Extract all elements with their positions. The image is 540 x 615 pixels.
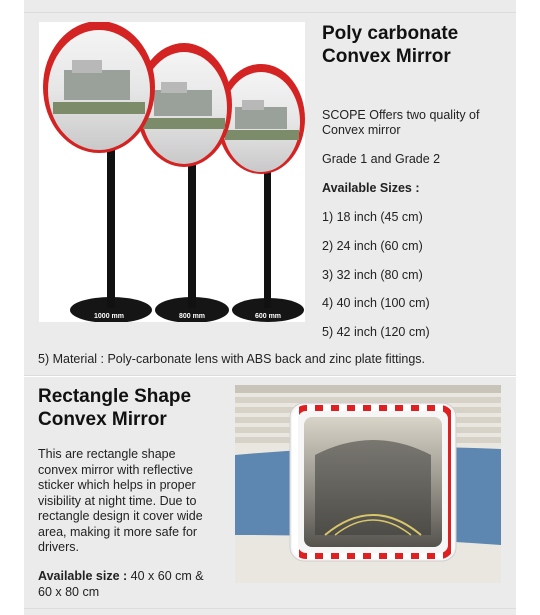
size-item: 2) 24 inch (60 cm) <box>322 239 423 253</box>
previous-section-strip <box>24 0 516 13</box>
size-item: 1) 18 inch (45 cm) <box>322 210 423 224</box>
available-size-label: Available size : <box>38 569 128 583</box>
product-title: Rectangle Shape Convex Mirror <box>38 386 192 430</box>
product-card-rectangle-mirror <box>24 377 516 609</box>
material-text: 5) Material : Poly-carbonate lens with ABS back and zinc plate fittings. <box>38 352 425 366</box>
label-600mm: 600 mm <box>254 313 282 320</box>
size-item: 4) 40 inch (100 cm) <box>322 296 430 310</box>
sizes-heading: Available Sizes : <box>322 181 420 195</box>
product-intro: SCOPE Offers two quality of Convex mirror <box>322 108 480 137</box>
grade-text: Grade 1 and Grade 2 <box>322 152 441 166</box>
product-card-polycarbonate-mirror <box>24 13 516 376</box>
size-item: 5) 42 inch (120 cm) <box>322 325 430 339</box>
rectangle-mirror-image <box>235 385 501 583</box>
size-item: 3) 32 inch (80 cm) <box>322 268 423 282</box>
polycarbonate-mirrors-image <box>39 22 305 322</box>
available-size <box>38 569 218 600</box>
next-section-strip <box>24 609 516 615</box>
label-800mm: 800 mm <box>178 313 206 320</box>
label-1000mm: 1000 mm <box>94 313 124 320</box>
product-description: This are rectangle shape convex mirror with reflective sticker which helps in proper visibility at night time. Due to rectangle design it cover wide area, making it more safe for drivers. <box>38 447 203 554</box>
product-title: Poly carbonate Convex Mirror <box>322 23 459 67</box>
available-size-value: 40 x 60 cm & 60 x 80 cm <box>38 569 204 599</box>
